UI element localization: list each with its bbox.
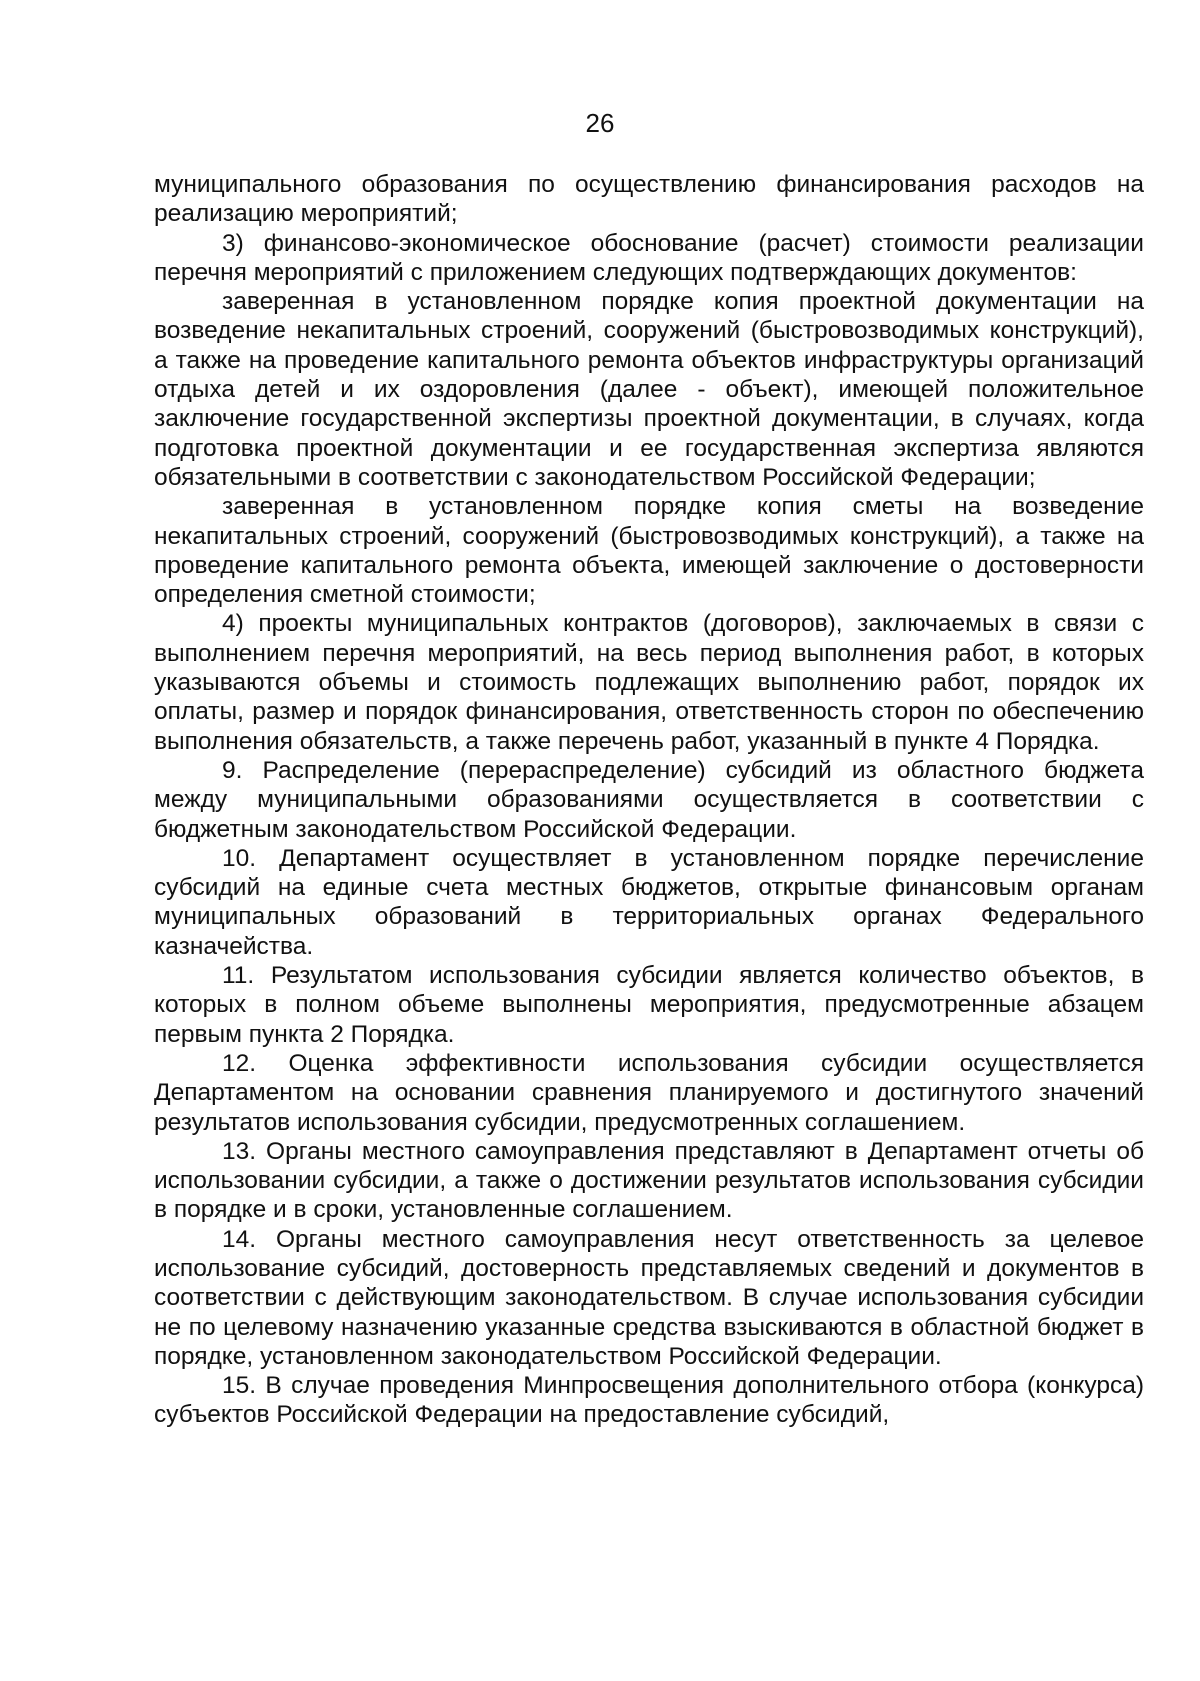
paragraph: 9. Распределение (перераспределение) субсидий из областного бюджета между муниципальными образованиями осуществляется в соответствии с бюджетным законодательством Российской Федерации. (154, 756, 1144, 843)
paragraph: 14. Органы местного самоуправления несут ответственность за целевое использование субсидий, достоверность представляемых сведений и документов в соответствии с действующим законодательством. В случае использования субсидии не по целевому назначению указанные средства взыскиваются в областной бюджет в порядке, установленном законодательством Российской Федерации. (154, 1225, 1144, 1370)
paragraph: 11. Результатом использования субсидии является количество объектов, в которых в полном объеме выполнены мероприятия, предусмотренные абзацем первым пункта 2 Порядка. (154, 962, 1144, 1048)
document-body (154, 170, 1144, 1430)
paragraph: заверенная в установленном порядке копия проектной документации на возведение некапитальных строений, сооружений (быстровозводимых конструкций), а также на проведение капитального ремонта объектов инфраструктуры организаций отдыха детей и их оздоровления (далее - объект), имеющей положительное заключение государственной экспертизы проектной документации, в случаях, когда подготовка проектной документации и ее государственная экспертиза являются обязательными в соответствии с законодательством Российской Федерации; (154, 288, 1144, 491)
paragraph: 12. Оценка эффективности использования субсидии осуществляется Департаментом на основании сравнения планируемого и достигнутого значений результатов использования субсидии, предусмотренных соглашением. (154, 1049, 1144, 1136)
paragraph: 4) проекты муниципальных контрактов (договоров), заключаемых в связи с выполнением перечня мероприятий, на весь период выполнения работ, в которых указываются объемы и стоимость подлежащих выполнению работ, порядок их оплаты, размер и порядок финансирования, ответственность сторон по обеспечению выполнения обязательств, а также перечень работ, указанный в пункте 4 Порядка. (154, 610, 1144, 755)
paragraph: 10. Департамент осуществляет в установленном порядке перечисление субсидий на единые счета местных бюджетов, открытые финансовым органам муниципальных образований в территориальных органах Федерального казначейства. (154, 844, 1144, 960)
page-number: 26 (585, 108, 615, 138)
paragraph: муниципального образования по осуществлению финансирования расходов на реализацию мероприятий; (154, 171, 1144, 228)
paragraph: 13. Органы местного самоуправления представляют в Департамент отчеты об использовании субсидии, а также о достижении результатов использования субсидии в порядке и в сроки, установленные соглашением. (154, 1137, 1144, 1224)
paragraph: 3) финансово-экономическое обоснование (расчет) стоимости реализации перечня мероприятий с приложением следующих подтверждающих документов: (154, 229, 1144, 286)
paragraph: 15. В случае проведения Минпросвещения дополнительного отбора (конкурса) субъектов Российской Федерации на предоставление субсидий, (154, 1372, 1144, 1429)
paragraph: заверенная в установленном порядке копия сметы на возведение некапитальных строений, сооружений (быстровозводимых конструкций), а также на проведение капитального ремонта объекта, имеющей заключение о достоверности определения сметной стоимости; (154, 493, 1144, 609)
